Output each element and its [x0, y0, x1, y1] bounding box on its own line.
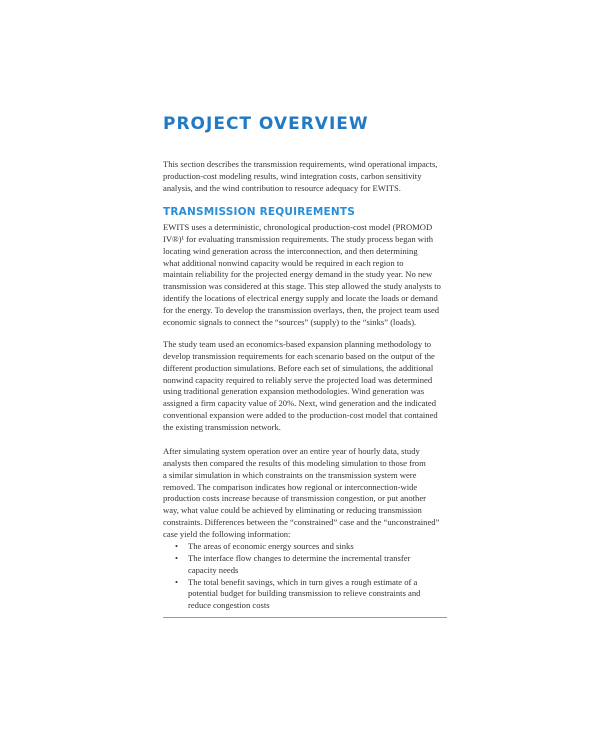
- text-line: a similar simulation in which constraints on the transmission system were: [163, 469, 417, 480]
- text-line: using traditional generation expansion methodologies. Wind generation was: [163, 386, 425, 397]
- page-title: PROJECT OVERVIEW: [163, 114, 369, 134]
- bullet-list: [172, 541, 420, 612]
- list-item: [172, 553, 420, 577]
- text-line: what additional nonwind capacity would be required in each region to: [163, 257, 404, 268]
- text-line: for the energy. To develop the transmission overlays, then, the project team used: [163, 304, 440, 315]
- section-heading: TRANSMISSION REQUIREMENTS: [163, 206, 356, 218]
- text-line: identify the locations of electrical energy supply and locate the loads or demand: [163, 293, 438, 304]
- list-item-line: potential budget for building transmission to relieve constraints and: [188, 588, 421, 599]
- paragraph-3: [163, 446, 453, 541]
- text-line: conventional expansion were added to the production-cost model that contained: [163, 410, 438, 421]
- list-item-line: The interface flow changes to determine the incremental transfer: [188, 552, 411, 563]
- paragraph-1: [163, 222, 453, 329]
- text-line: develop transmission requirements for each scenario based on the output of the: [163, 350, 435, 361]
- bullet-icon: •: [175, 552, 179, 563]
- text-line: production-cost modeling results, wind integration costs, carbon sensitivity: [163, 170, 422, 181]
- text-line: removed. The comparison indicates how regional or interconnection-wide: [163, 481, 418, 492]
- text-line: After simulating system operation over an entire year of hourly data, study: [163, 446, 420, 456]
- text-line: locating wind generation across the interconnection, and then determining: [163, 245, 418, 256]
- list-item: [172, 541, 420, 553]
- bullet-icon: •: [175, 541, 179, 551]
- intro-paragraph: [163, 159, 453, 195]
- bullet-icon: •: [175, 576, 179, 587]
- text-line: way, what value could be achieved by eliminating or reducing transmission: [163, 505, 422, 516]
- text-line: case yield the following information:: [163, 528, 291, 539]
- text-line: analysis, and the wind contribution to resource adequacy for EWITS.: [163, 182, 401, 193]
- list-item-line: The total benefit savings, which in turn gives a rough estimate of a: [188, 576, 418, 587]
- text-line: the existing transmission network.: [163, 421, 281, 432]
- text-line: assigned a firm capacity value of 20%. Next, wind generation and the indicated: [163, 398, 436, 409]
- list-item-line: The areas of economic energy sources and sinks: [188, 541, 354, 551]
- text-line: constraints. Differences between the “constrained” case and the “unconstrained”: [163, 517, 440, 528]
- footnote-divider: [163, 617, 447, 618]
- text-line: nonwind capacity required to reliably serve the projected load was determined: [163, 374, 433, 385]
- text-line: IV®)¹ for evaluating transmission requirements. The study process began with: [163, 233, 434, 244]
- text-line: different production simulations. Before each set of simulations, the additional: [163, 362, 434, 373]
- text-line: EWITS uses a deterministic, chronological production-cost model (PROMOD: [163, 222, 433, 232]
- text-line: economic signals to connect the “sources” (supply) to the “sinks” (loads).: [163, 316, 417, 327]
- list-item-line: reduce congestion costs: [188, 600, 270, 611]
- paragraph-2: [163, 339, 453, 434]
- text-line: production costs increase because of transmission congestion, or put another: [163, 493, 426, 504]
- text-line: maintain reliability for the projected energy demand in the study year. No new: [163, 269, 433, 280]
- text-line: The study team used an economics-based expansion planning methodology to: [163, 339, 432, 349]
- list-item-line: capacity needs: [188, 564, 239, 575]
- list-item: [172, 577, 420, 613]
- text-line: analysts then compared the results of this modeling simulation to those from: [163, 457, 426, 468]
- text-line: This section describes the transmission requirements, wind operational impacts,: [163, 159, 438, 169]
- text-line: transmission was considered at this stage. This step allowed the study analysts to: [163, 281, 441, 292]
